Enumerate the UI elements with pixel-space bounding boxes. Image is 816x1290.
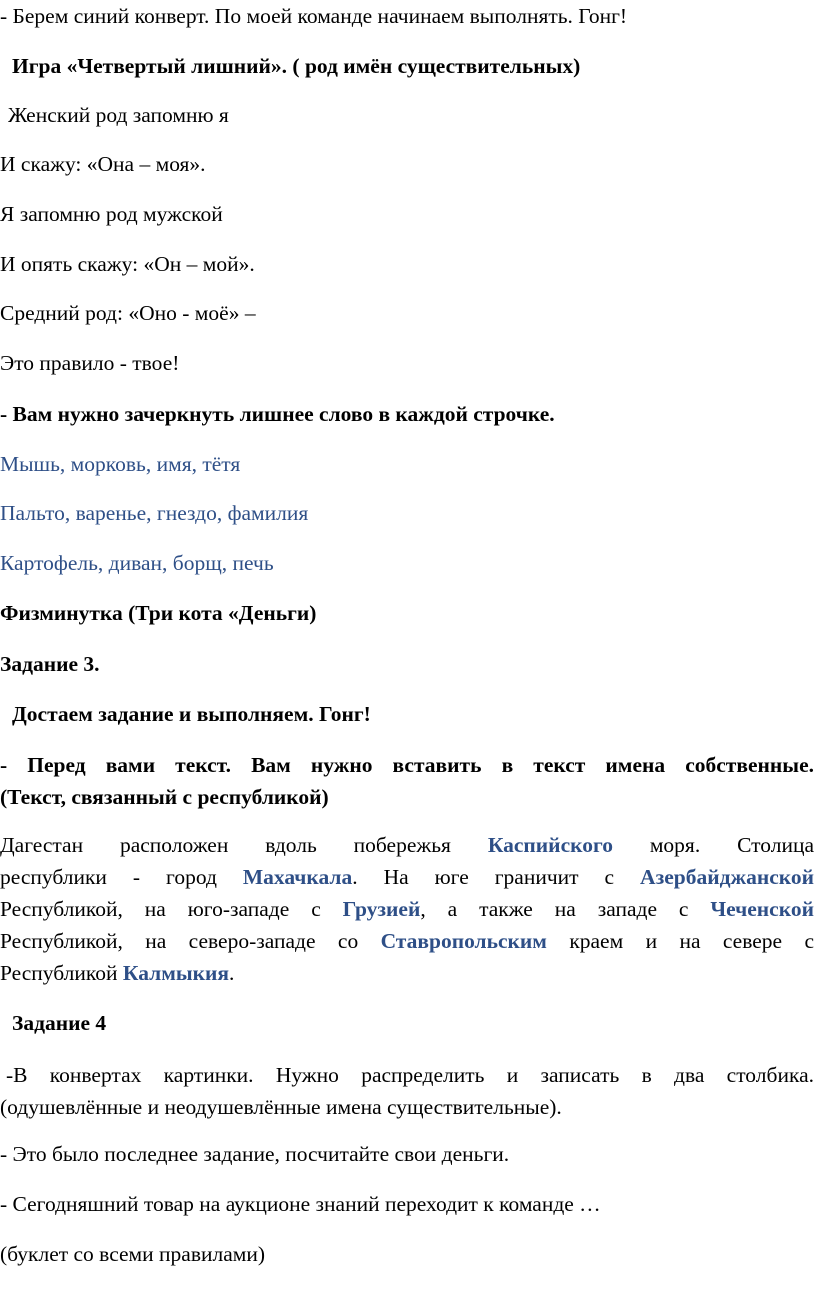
closing-line-1: - Это было последнее задание, посчитайте свои деньги. bbox=[0, 1142, 510, 1166]
closing-line-3: (буклет со всеми правилами) bbox=[0, 1242, 266, 1266]
paragraph-text: Дагестан расположен вдоль побережья bbox=[0, 833, 488, 857]
word-row-1: Мышь, морковь, имя, тётя bbox=[0, 452, 241, 476]
fizminutka-heading: Физминутка (Три кота «Деньги) bbox=[0, 601, 317, 625]
paragraph-text: . bbox=[229, 961, 235, 985]
word-row-2: Пальто, варенье, гнездо, фамилия bbox=[0, 501, 309, 525]
proper-noun: Азербайджанской bbox=[640, 865, 814, 889]
poem-line-5: Средний род: «Оно - моё» – bbox=[0, 301, 256, 325]
paragraph-text: . На юге граничит с bbox=[352, 865, 641, 889]
paragraph-line-1 bbox=[0, 829, 814, 861]
task4-heading: Задание 4 bbox=[12, 1011, 107, 1035]
poem-line-2: И скажу: «Она – моя». bbox=[0, 152, 206, 176]
proper-noun: Чеченской bbox=[710, 897, 814, 921]
intro-line: - Берем синий конверт. По моей команде начинаем выполнять. Гонг! bbox=[0, 4, 628, 28]
task4-line-2: (одушевлённые и неодушевлённые имена существительные). bbox=[0, 1095, 562, 1119]
poem-line-1: Женский род запомню я bbox=[8, 103, 229, 127]
paragraph-text: Республикой, на северо-западе со bbox=[0, 929, 381, 953]
task3-instruction-line-1: - Перед вами текст. Вам нужно вставить в текст имена собственные. bbox=[0, 753, 814, 777]
task3-subheading: Достаем задание и выполняем. Гонг! bbox=[12, 702, 371, 726]
word-row-3: Картофель, диван, борщ, печь bbox=[0, 551, 274, 575]
poem-line-4: И опять скажу: «Он – мой». bbox=[0, 252, 255, 276]
paragraph-line-4 bbox=[0, 925, 814, 957]
closing-line-2: - Сегодняшний товар на аукционе знаний переходит к команде … bbox=[0, 1192, 601, 1216]
paragraph-text: , а также на западе с bbox=[420, 897, 711, 921]
paragraph-text: республики - город bbox=[0, 865, 243, 889]
task4-instruction bbox=[0, 1059, 814, 1123]
dagestan-paragraph bbox=[0, 829, 814, 989]
proper-noun: Каспийского bbox=[487, 833, 613, 857]
paragraph-text: моря. Столица bbox=[612, 833, 814, 857]
cross-out-instruction: - Вам нужно зачеркнуть лишнее слово в каждой строчке. bbox=[0, 402, 555, 426]
task3-instruction-line-2: (Текст, связанный с республикой) bbox=[0, 785, 329, 809]
poem-line-6: Это правило - твое! bbox=[0, 351, 180, 375]
task3-instruction bbox=[0, 749, 814, 813]
task3-heading: Задание 3. bbox=[0, 652, 100, 676]
proper-noun: Махачкала bbox=[242, 865, 353, 889]
game-title: Игра «Четвертый лишний». ( род имён существительных) bbox=[12, 54, 581, 78]
paragraph-line-5 bbox=[0, 957, 814, 989]
paragraph-text: Республикой bbox=[0, 961, 123, 985]
paragraph-text: краем и на севере с bbox=[546, 929, 814, 953]
task4-line-1: -В конвертах картинки. Нужно распределить и записать в два столбика. bbox=[6, 1063, 814, 1087]
paragraph-text: Республикой, на юго-западе с bbox=[0, 897, 343, 921]
proper-noun: Калмыкия bbox=[122, 961, 230, 985]
poem-line-3: Я запомню род мужской bbox=[0, 202, 223, 226]
paragraph-line-3 bbox=[0, 893, 814, 925]
proper-noun: Ставропольским bbox=[380, 929, 547, 953]
proper-noun: Грузией bbox=[342, 897, 421, 921]
paragraph-line-2 bbox=[0, 861, 814, 893]
